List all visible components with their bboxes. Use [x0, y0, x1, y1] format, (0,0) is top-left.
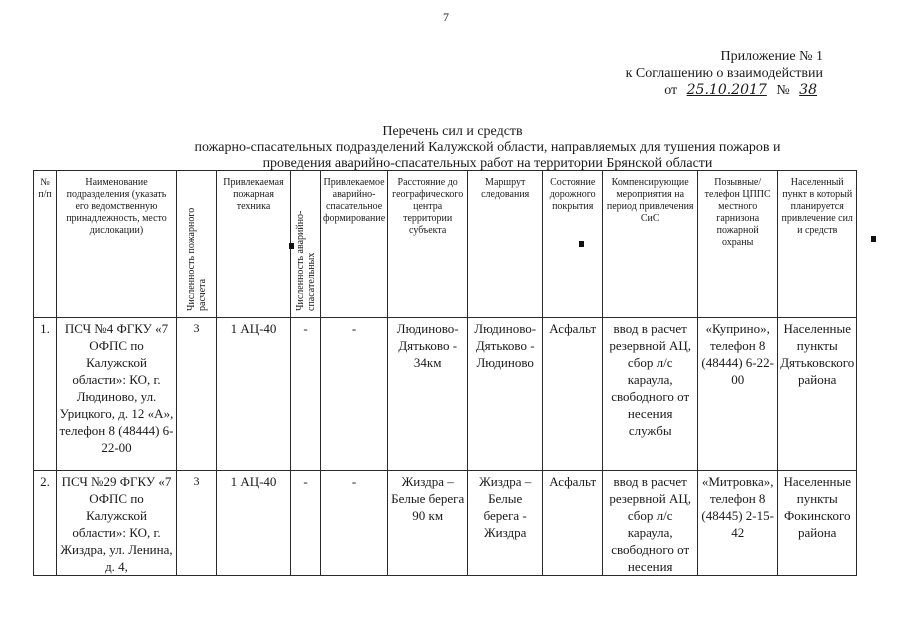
title-line-1: Перечень сил и средств — [382, 124, 523, 139]
cell-staff: 3 — [177, 471, 217, 576]
cell-name: ПСЧ №4 ФГКУ «7 ОФПС по Калужской области»: КО, г. Людиново, ул. Урицкого, д. 12 «А», телефон 8 (48444) 6-22-00 — [57, 318, 177, 471]
annex-agreement: к Соглашению о взаимодействии — [625, 66, 823, 81]
cell-rescue-equipment: - — [321, 471, 388, 576]
cell-route: Людиново-Дятьково - Людиново — [468, 318, 543, 471]
annex-date: 25.10.2017 — [686, 82, 767, 98]
table-row — [34, 471, 857, 576]
cell-settlement: Населенные пункты Дятьковского района — [778, 318, 857, 471]
annex-header — [626, 48, 823, 99]
cell-distance: Людиново-Дятьково - 34км — [388, 318, 468, 471]
cell-compensation: ввод в расчет резервной АЦ, сбор л/с караула, свободного от несения службы — [603, 318, 698, 471]
annex-number-prefix: № — [776, 83, 790, 98]
scan-mark — [871, 236, 876, 242]
annex-date-line — [626, 82, 823, 99]
cell-fire-equipment: 1 АЦ-40 — [217, 471, 291, 576]
header-staff: Численность пожарного расчета — [177, 171, 217, 318]
annex-number: 38 — [799, 82, 817, 98]
forces-table — [33, 170, 857, 576]
cell-settlement: Населенные пункты Фокинского района — [778, 471, 857, 576]
cell-staff: 3 — [177, 318, 217, 471]
header-num: № п/п — [34, 171, 57, 318]
header-name: Наименование подразделения (указать его ведомственную принадлежность, место дислокации) — [57, 171, 177, 318]
header-distance: Расстояние до географического центра территории субъекта — [388, 171, 468, 318]
cell-road: Асфальт — [543, 318, 603, 471]
title-line-3: проведения аварийно-спасательных работ на территории Брянской области — [262, 156, 713, 171]
cell-num: 1. — [34, 318, 57, 471]
cell-rescue-staff: - — [291, 471, 321, 576]
document-title — [0, 124, 905, 172]
table-row — [34, 318, 857, 471]
cell-callsign: «Куприно», телефон 8 (48444) 6-22-00 — [698, 318, 778, 471]
cell-fire-equipment: 1 АЦ-40 — [217, 318, 291, 471]
header-road: Состояние дорожного покрытия — [543, 171, 603, 318]
header-fire-equipment: Привлекаемая пожарная техника — [217, 171, 291, 318]
cell-route: Жиздра – Белые берега - Жиздра — [468, 471, 543, 576]
header-settlement: Населенный пункт в который планируется привлечение сил и средств — [778, 171, 857, 318]
cell-distance: Жиздра – Белые берега 90 км — [388, 471, 468, 576]
scan-mark — [579, 241, 584, 247]
annex-date-prefix: от — [664, 83, 678, 98]
header-callsign: Позывные/ телефон ЦППС местного гарнизона пожарной охраны — [698, 171, 778, 318]
title-line-2: пожарно-спасательных подразделений Калужской области, направляемых для тушения пожаров и — [194, 140, 781, 155]
annex-title: Приложение № 1 — [720, 49, 823, 64]
cell-num: 2. — [34, 471, 57, 576]
cell-compensation: ввод в расчет резервной АЦ, сбор л/с караула, свободного от несения — [603, 471, 698, 576]
header-rescue-equipment: Привлекаемое аварийно-спасательное формирование — [321, 171, 388, 318]
scan-mark — [289, 243, 294, 249]
cell-name: ПСЧ №29 ФГКУ «7 ОФПС по Калужской области»: КО, г. Жиздра, ул. Ленина, д. 4, — [57, 471, 177, 576]
cell-rescue-staff: - — [291, 318, 321, 471]
header-compensation: Компенсирующие мероприятия на период привлечения СиС — [603, 171, 698, 318]
page-number: 7 — [443, 10, 449, 24]
cell-rescue-equipment: - — [321, 318, 388, 471]
table-header-row — [34, 171, 857, 318]
header-route: Маршрут следования — [468, 171, 543, 318]
header-rescue-staff: Численность аварийно-спасательных — [291, 171, 321, 318]
cell-road: Асфальт — [543, 471, 603, 576]
cell-callsign: «Митровка», телефон 8 (48445) 2-15-42 — [698, 471, 778, 576]
